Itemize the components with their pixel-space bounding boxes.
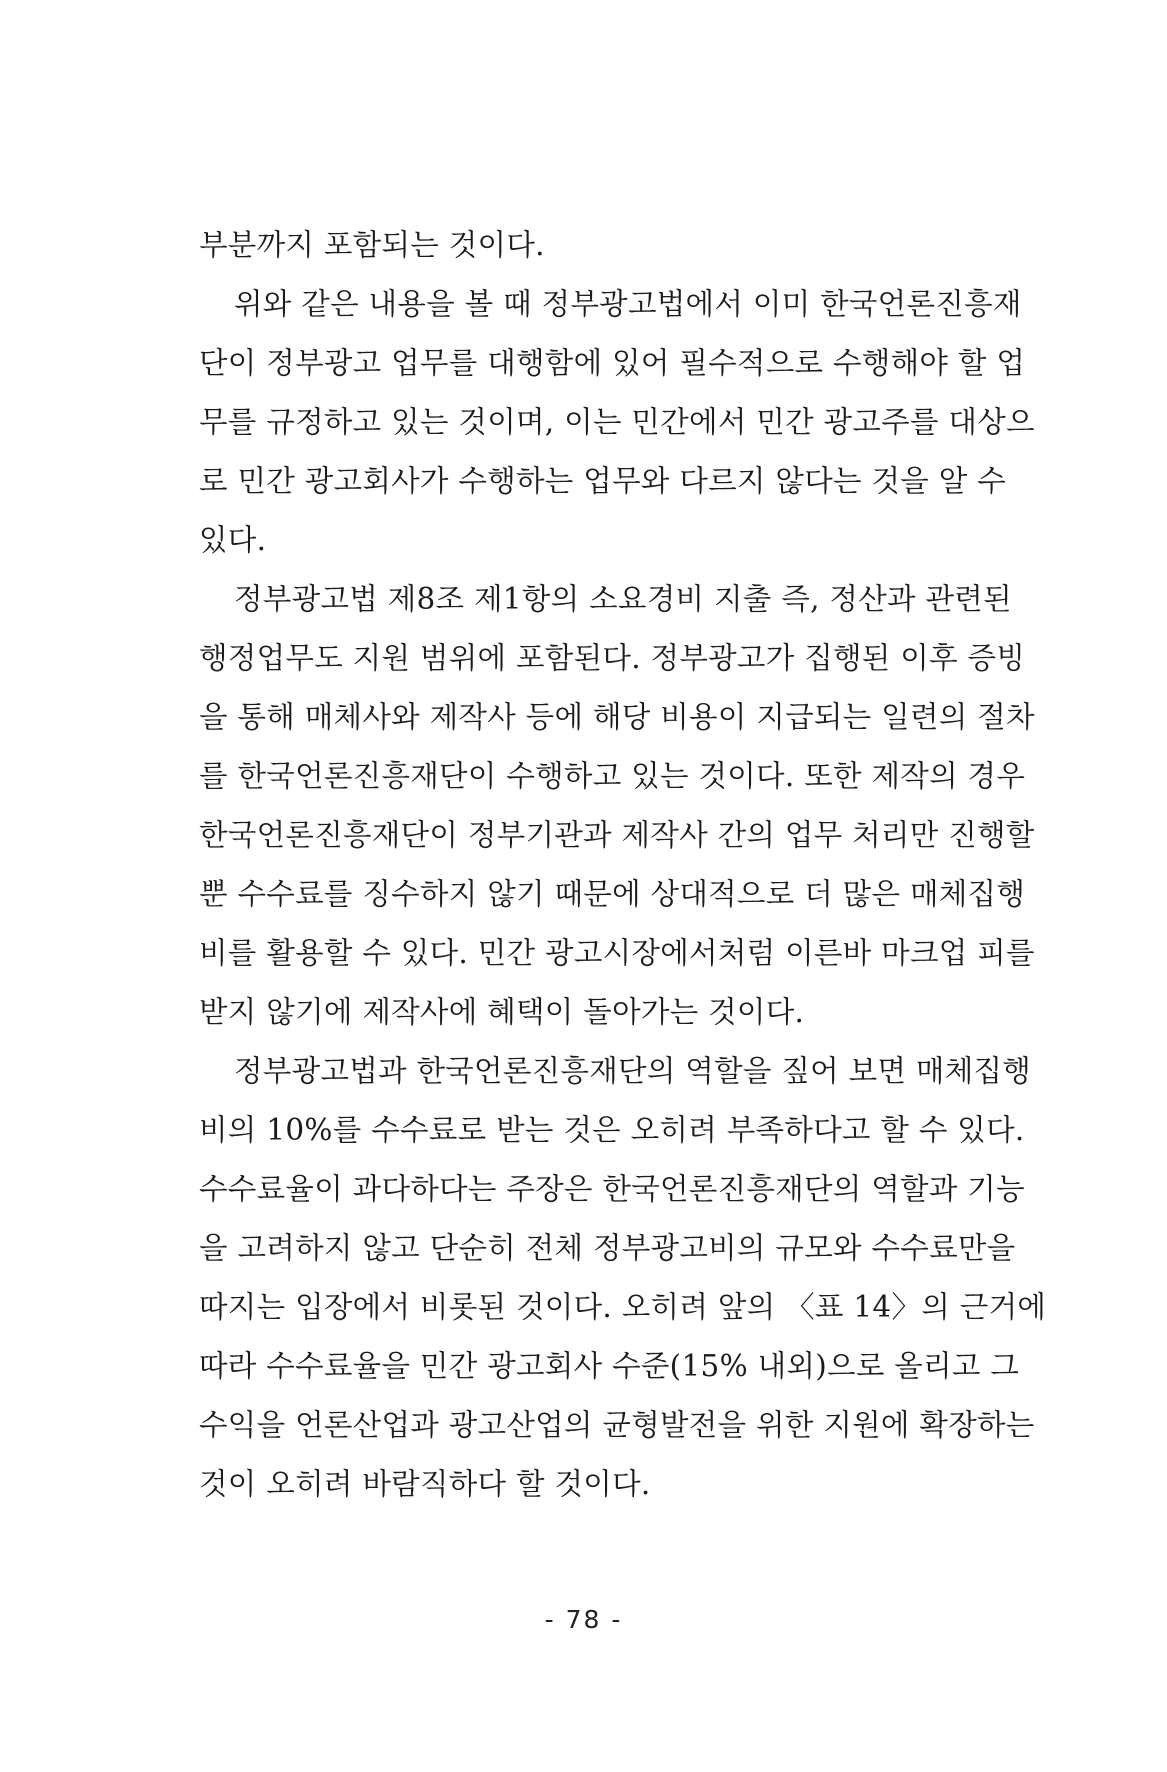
paragraph-start-line: 정부광고법 제8조 제1항의 소요경비 지출 즉, 정산과 관련된 bbox=[234, 582, 1012, 616]
page-number: - 78 - bbox=[544, 1605, 623, 1634]
paragraph-start-line: 정부광고법과 한국언론진흥재단의 역할을 짚어 보면 매체집행 bbox=[234, 1054, 1032, 1088]
text-line: 받지 않기에 제작사에 혜택이 돌아가는 것이다. bbox=[199, 995, 805, 1029]
text-line: 를 한국언론진흥재단이 수행하고 있는 것이다. 또한 제작의 경우 bbox=[199, 759, 1026, 793]
text-line: 있다. bbox=[199, 523, 267, 557]
text-line: 비를 활용할 수 있다. 민간 광고시장에서처럼 이른바 마크업 피를 bbox=[199, 936, 1035, 970]
text-line: 수수료율이 과다하다는 주장은 한국언론진흥재단의 역할과 기능 bbox=[199, 1172, 1025, 1206]
text-line: 수익을 언론산업과 광고산업의 균형발전을 위한 지원에 확장하는 bbox=[199, 1408, 1035, 1442]
text-line: 뿐 수수료를 징수하지 않기 때문에 상대적으로 더 많은 매체집행 bbox=[199, 877, 1026, 911]
text-line: 비의 10%를 수수료로 받는 것은 오히려 부족하다고 할 수 있다. bbox=[199, 1113, 1025, 1147]
text-line: 따지는 입장에서 비롯된 것이다. 오히려 앞의 〈표 14〉의 근거에 bbox=[199, 1290, 1047, 1324]
paragraph-start-line: 위와 같은 내용을 볼 때 정부광고법에서 이미 한국언론진흥재 bbox=[234, 287, 1022, 321]
text-line: 행정업무도 지원 범위에 포함된다. 정부광고가 집행된 이후 증빙 bbox=[199, 641, 1026, 675]
text-line: 단이 정부광고 업무를 대행함에 있어 필수적으로 수행해야 할 업 bbox=[199, 346, 1026, 380]
text-line: 부분까지 포함되는 것이다. bbox=[199, 228, 545, 262]
text-line: 무를 규정하고 있는 것이며, 이는 민간에서 민간 광고주를 대상으 bbox=[199, 405, 1035, 439]
text-line: 을 고려하지 않고 단순히 전체 정부광고비의 규모와 수수료만을 bbox=[199, 1231, 1016, 1265]
text-line: 따라 수수료율을 민간 광고회사 수준(15% 내외)으로 올리고 그 bbox=[199, 1349, 1020, 1383]
body-text bbox=[199, 216, 1047, 1514]
text-line: 한국언론진흥재단이 정부기관과 제작사 간의 업무 처리만 진행할 bbox=[199, 818, 1035, 852]
text-line: 것이 오히려 바람직하다 할 것이다. bbox=[199, 1467, 651, 1501]
text-line: 로 민간 광고회사가 수행하는 업무와 다르지 않다는 것을 알 수 bbox=[199, 464, 1007, 498]
text-line: 을 통해 매체사와 제작사 등에 해당 비용이 지급되는 일련의 절차 bbox=[199, 700, 1035, 734]
